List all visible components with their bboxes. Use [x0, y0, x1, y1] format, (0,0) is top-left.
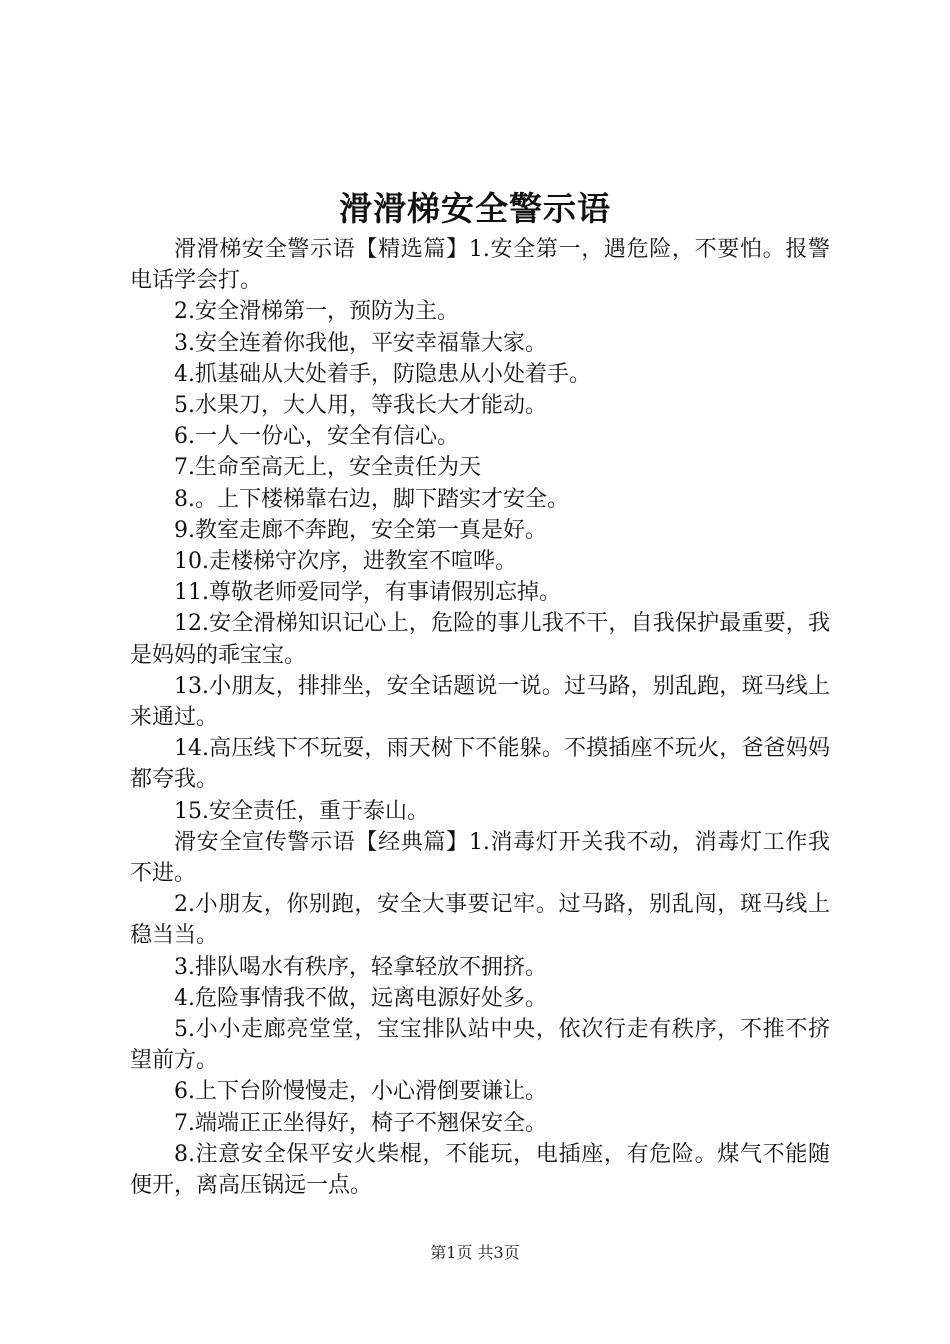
paragraph: 2.小朋友，你别跑，安全大事要记牢。过马路，别乱闯，斑马线上稳当当。 [130, 892, 830, 949]
document-title: 滑滑梯安全警示语 [339, 189, 611, 228]
paragraph: 8.注意安全保平安火柴棍，不能玩，电插座，有危险。煤气不能随便开，离高压锅远一点。 [130, 1141, 830, 1199]
paragraph: 4.危险事情我不做，远离电源好处多。 [174, 985, 547, 1011]
paragraph: 5.小小走廊亮堂堂，宝宝排队站中央，依次行走有秩序，不推不挤望前方。 [130, 1017, 830, 1074]
paragraph: 滑安全宣传警示语【经典篇】1.消毒灯开关我不动，消毒灯工作我不进。 [130, 829, 830, 887]
paragraph: 7.生命至高无上，安全责任为天 [174, 455, 481, 481]
paragraph: 14.高压线下不玩耍，雨天树下不能躲。不摸插座不玩火，爸爸妈妈都夸我。 [130, 736, 830, 793]
paragraph: 5.水果刀，大人用，等我长大才能动。 [174, 393, 547, 419]
paragraph: 7.端端正正坐得好，椅子不翘保安全。 [174, 1110, 547, 1136]
document-body [130, 234, 830, 1201]
paragraph: 4.抓基础从大处着手，防隐患从小处着手。 [174, 361, 591, 387]
paragraph: 10.走楼梯守次序，进教室不喧哗。 [174, 549, 517, 575]
paragraph: 3.安全连着你我他，平安幸福靠大家。 [174, 330, 547, 356]
paragraph: 3.排队喝水有秩序，轻拿轻放不拥挤。 [174, 954, 547, 980]
paragraph: 8.。上下楼梯靠右边，脚下踏实才安全。 [174, 486, 569, 512]
paragraph: 12.安全滑梯知识记心上，危险的事儿我不干，自我保护最重要，我是妈妈的乖宝宝。 [130, 611, 830, 668]
paragraph: 6.上下台阶慢慢走，小心滑倒要谦让。 [174, 1079, 547, 1105]
paragraph: 11.尊敬老师爱同学，有事请假别忘掉。 [174, 580, 561, 606]
page-footer: 第1页 共3页 [430, 1243, 520, 1262]
paragraph: 6.一人一份心，安全有信心。 [174, 424, 459, 450]
paragraph: 滑滑梯安全警示语【精选篇】1.安全第一，遇危险，不要怕。报警电话学会打。 [130, 237, 830, 294]
paragraph: 9.教室走廊不奔跑，安全第一真是好。 [174, 517, 547, 543]
paragraph: 15.安全责任，重于泰山。 [174, 798, 429, 824]
paragraph: 13.小朋友，排排坐，安全话题说一说。过马路，别乱跑，斑马线上来通过。 [130, 673, 830, 731]
paragraph: 2.安全滑梯第一，预防为主。 [174, 299, 459, 325]
